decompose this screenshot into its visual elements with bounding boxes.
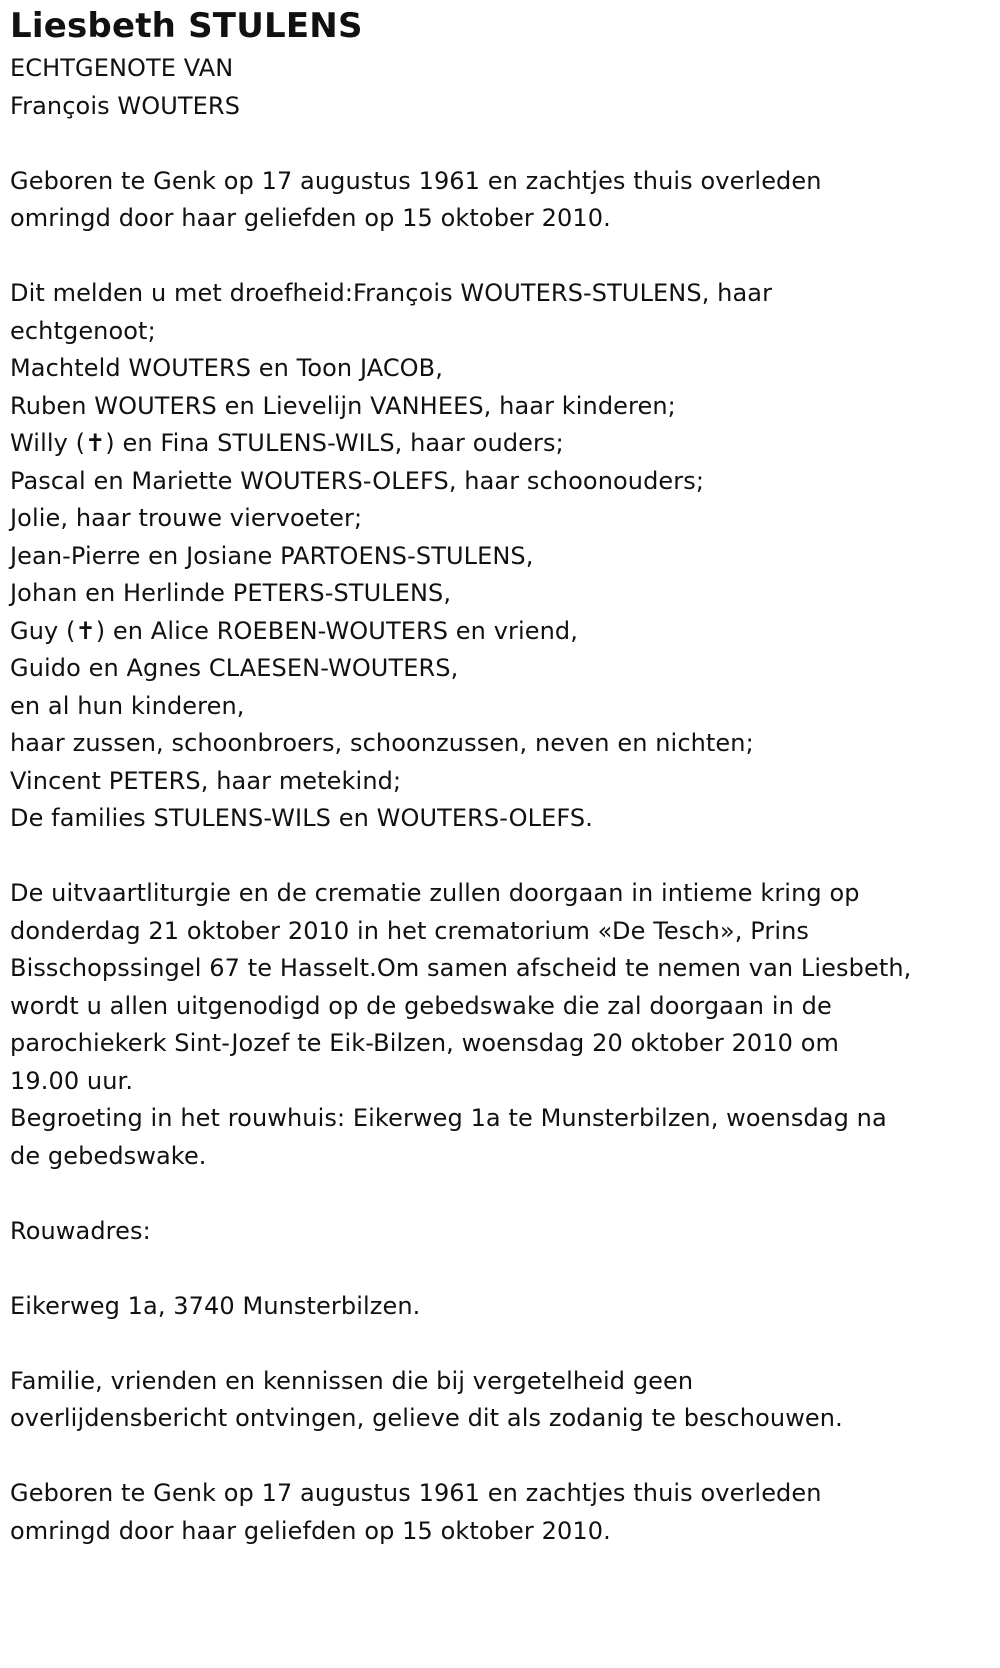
family-line: echtgenoot; xyxy=(10,316,156,345)
text-line: Geboren te Genk op 17 augustus 1961 en zachtjes thuis overleden xyxy=(10,1479,822,1507)
text-line: omringd door haar geliefden op 15 oktober 2010. xyxy=(10,204,611,232)
text-line: de gebedswake. xyxy=(10,1141,207,1170)
family-line: en al hun kinderen, xyxy=(10,691,245,720)
family-line: Pascal en Mariette WOUTERS-OLEFS, haar schoonouders; xyxy=(10,466,705,495)
family-line: Machteld WOUTERS en Toon JACOB, xyxy=(10,354,443,382)
family-line: Vincent PETERS, haar metekind; xyxy=(10,766,402,795)
family-line: Guido en Agnes CLAESEN-WOUTERS, xyxy=(10,654,459,682)
ceremony-paragraph xyxy=(10,875,1000,1175)
spacer xyxy=(10,1250,1000,1288)
family-line: Johan en Herlinde PETERS-STULENS, xyxy=(10,579,452,607)
text-line: Geboren te Genk op 17 augustus 1961 en zachtjes thuis overleden xyxy=(10,166,822,195)
text-line: donderdag 21 oktober 2010 in het crematorium «De Tesch», Prins xyxy=(10,916,810,945)
spacer xyxy=(10,125,1000,163)
notice-paragraph xyxy=(10,1363,1000,1438)
text-line: Bisschopssingel 67 te Hasselt.Om samen afscheid te nemen van Liesbeth, xyxy=(10,954,912,982)
family-line: Jean-Pierre en Josiane PARTOENS-STULENS, xyxy=(10,541,534,570)
text-line: parochiekerk Sint-Jozef te Eik-Bilzen, woensdag 20 oktober 2010 om xyxy=(10,1029,840,1057)
family-line: Ruben WOUTERS en Lievelijn VANHEES, haar kinderen; xyxy=(10,391,676,420)
spouse-label: ECHTGENOTE VAN xyxy=(10,54,234,82)
text-line: Begroeting in het rouwhuis: Eikerweg 1a te Munsterbilzen, woensdag na xyxy=(10,1104,887,1132)
birth-death-paragraph xyxy=(10,163,1000,238)
text-line: wordt u allen uitgenodigd op de gebedswake die zal doorgaan in de xyxy=(10,991,832,1020)
spouse-block xyxy=(10,50,1000,125)
text-line: Familie, vrienden en kennissen die bij vergetelheid geen xyxy=(10,1366,694,1395)
deceased-name-title: Liesbeth STULENS xyxy=(10,6,363,46)
family-line: Willy (✝) en Fina STULENS-WILS, haar ouders; xyxy=(10,429,564,457)
closing-paragraph xyxy=(10,1475,1000,1550)
spacer xyxy=(10,238,1000,276)
spacer xyxy=(10,1438,1000,1476)
family-line: haar zussen, schoonbroers, schoonzussen, neven en nichten; xyxy=(10,729,754,757)
text-line: overlijdensbericht ontvingen, gelieve dit als zodanig te beschouwen. xyxy=(10,1404,843,1432)
spacer xyxy=(10,1175,1000,1213)
family-line: Dit melden u met droefheid:François WOUTERS-STULENS, haar xyxy=(10,279,773,307)
text-line: De uitvaartliturgie en de crematie zullen doorgaan in intieme kring op xyxy=(10,879,860,907)
family-line: De families STULENS-WILS en WOUTERS-OLEFS. xyxy=(10,804,593,832)
text-line: omringd door haar geliefden op 15 oktober 2010. xyxy=(10,1516,611,1545)
spacer xyxy=(10,838,1000,876)
address-value: Eikerweg 1a, 3740 Munsterbilzen. xyxy=(10,1291,421,1320)
family-list xyxy=(10,275,1000,838)
family-line: Jolie, haar trouwe viervoeter; xyxy=(10,504,363,532)
address-label: Rouwadres: xyxy=(10,1216,151,1245)
text-line: 19.00 uur. xyxy=(10,1066,134,1095)
spouse-name: François WOUTERS xyxy=(10,91,241,120)
spacer xyxy=(10,1325,1000,1363)
family-line: Guy (✝) en Alice ROEBEN-WOUTERS en vriend, xyxy=(10,616,578,645)
